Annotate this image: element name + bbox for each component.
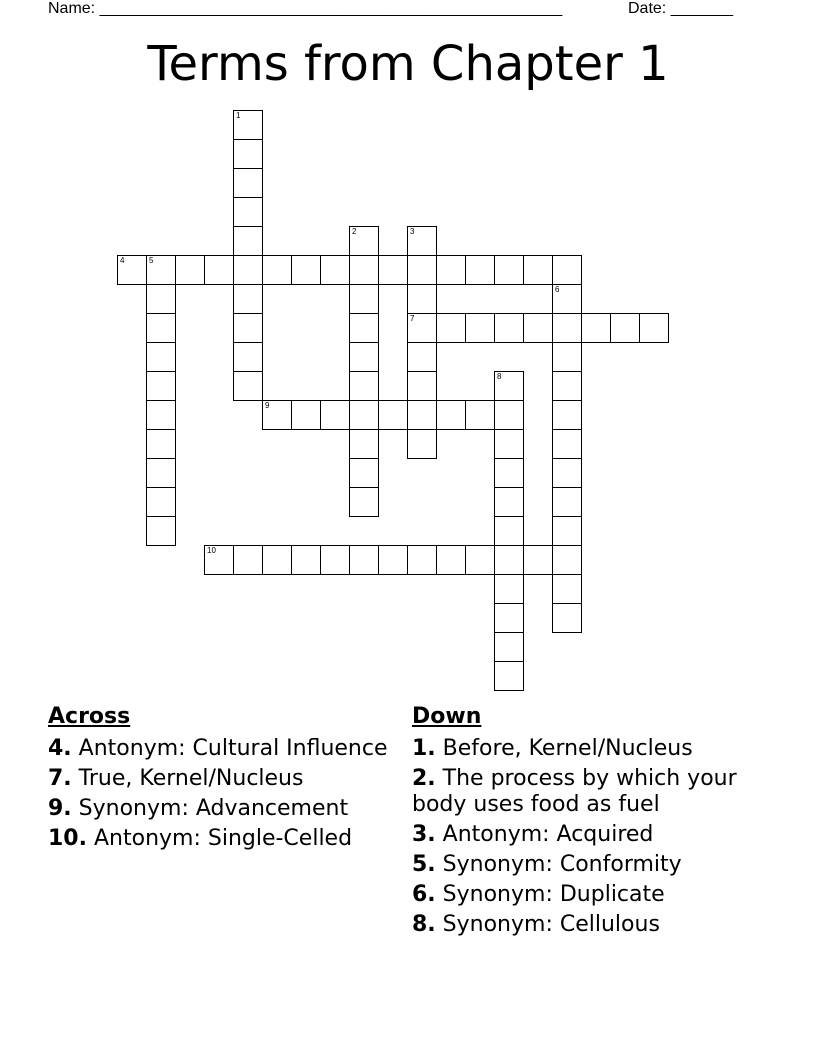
crossword-cell[interactable] [552,371,582,401]
crossword-cell[interactable] [204,545,234,575]
crossword-cell[interactable] [262,400,292,430]
crossword-cell[interactable] [320,400,350,430]
across-clue-7 [48,766,398,792]
down-clue-3 [412,822,772,848]
crossword-cell[interactable] [349,400,379,430]
clue-number: 8. [412,912,436,937]
crossword-cell[interactable] [320,255,350,285]
crossword-cell[interactable] [349,545,379,575]
crossword-cell[interactable] [291,545,321,575]
crossword-cell[interactable] [233,168,263,198]
cell-number: 5 [149,256,154,265]
crossword-cell[interactable] [552,545,582,575]
crossword-cell[interactable] [146,429,176,459]
crossword-cell[interactable] [146,400,176,430]
crossword-cell[interactable] [552,284,582,314]
crossword-cell[interactable] [407,545,437,575]
crossword-cell[interactable] [146,371,176,401]
crossword-cell[interactable] [494,603,524,633]
crossword-cell[interactable] [523,313,553,343]
clue-text: The process by which your body uses food as fuel [412,766,737,817]
clue-text: Synonym: Advancement [78,796,349,821]
crossword-cell[interactable] [233,371,263,401]
clue-text: Antonym: Acquired [442,822,654,847]
crossword-cell[interactable] [349,342,379,372]
crossword-cell[interactable] [378,400,408,430]
crossword-cell[interactable] [465,313,495,343]
crossword-cell[interactable] [494,545,524,575]
crossword-cell[interactable] [175,255,205,285]
crossword-cell[interactable] [552,574,582,604]
crossword-cell[interactable] [320,545,350,575]
crossword-cell[interactable] [204,255,234,285]
crossword-cell[interactable] [494,458,524,488]
crossword-cell[interactable] [407,226,437,256]
clue-number: 6. [412,882,436,907]
across-clue-10 [48,826,398,852]
cell-number: 2 [352,227,357,236]
crossword-cell[interactable] [349,429,379,459]
cell-number: 8 [497,372,502,381]
down-heading: Down [412,704,482,729]
down-clue-8 [412,912,772,938]
cell-number: 4 [120,256,125,265]
crossword-cell[interactable] [523,255,553,285]
crossword-cell[interactable] [349,458,379,488]
across-clue-4 [48,736,398,762]
clue-text: True, Kernel/Nucleus [78,766,304,791]
crossword-cell[interactable] [552,342,582,372]
clue-number: 3. [412,822,436,847]
cell-number: 1 [236,111,241,120]
crossword-cell[interactable] [494,255,524,285]
crossword-cell[interactable] [436,545,466,575]
crossword-cell[interactable] [465,545,495,575]
crossword-cell[interactable] [233,255,263,285]
clue-text: Before, Kernel/Nucleus [442,736,693,761]
clue-text: Antonym: Cultural Influence [78,736,388,761]
crossword-cell[interactable] [610,313,640,343]
crossword-cell[interactable] [349,371,379,401]
crossword-cell[interactable] [233,197,263,227]
clue-text: Synonym: Duplicate [442,882,665,907]
down-clue-5 [412,852,772,878]
clue-number: 4. [48,736,72,761]
across-heading: Across [48,704,131,729]
crossword-cell[interactable] [233,545,263,575]
crossword-cell[interactable] [494,661,524,691]
crossword-cell[interactable] [146,313,176,343]
crossword-cell[interactable] [349,313,379,343]
crossword-cell[interactable] [378,255,408,285]
clue-text: Synonym: Conformity [442,852,682,877]
crossword-cell[interactable] [436,400,466,430]
crossword-cell[interactable] [407,255,437,285]
crossword-cell[interactable] [581,313,611,343]
crossword-cell[interactable] [552,255,582,285]
crossword-cell[interactable] [349,226,379,256]
crossword-cell[interactable] [117,255,147,285]
crossword-cell[interactable] [146,342,176,372]
crossword-cell[interactable] [146,284,176,314]
page-title: Terms from Chapter 1 [147,36,669,92]
clue-number: 7. [48,766,72,791]
crossword-cell[interactable] [465,255,495,285]
crossword-cell[interactable] [494,632,524,662]
crossword-cell[interactable] [146,487,176,517]
across-clues [48,704,398,856]
crossword-cell[interactable] [233,342,263,372]
crossword-cell[interactable] [233,313,263,343]
crossword-cell[interactable] [291,400,321,430]
crossword-cell[interactable] [349,487,379,517]
crossword-cell[interactable] [233,226,263,256]
crossword-cell[interactable] [494,429,524,459]
crossword-cell[interactable] [494,371,524,401]
crossword-cell[interactable] [552,400,582,430]
crossword-cell[interactable] [552,516,582,546]
crossword-cell[interactable] [349,255,379,285]
crossword-cell[interactable] [552,313,582,343]
name-field[interactable]: Name: ____________________________________________________ [48,0,563,17]
crossword-cell[interactable] [146,516,176,546]
crossword-cell[interactable] [639,313,669,343]
clue-number: 9. [48,796,72,821]
clue-text: Antonym: Single-Celled [93,826,353,851]
down-clue-6 [412,882,772,908]
crossword-cell[interactable] [494,400,524,430]
cell-number: 10 [207,546,216,555]
crossword-cell[interactable] [407,400,437,430]
crossword-cell[interactable] [436,255,466,285]
down-clue-2 [412,766,772,818]
crossword-cell[interactable] [552,458,582,488]
crossword-cell[interactable] [407,313,437,343]
crossword-cell[interactable] [407,429,437,459]
date-field[interactable]: Date: _______ [628,0,733,17]
clue-number: 5. [412,852,436,877]
crossword-cell[interactable] [523,545,553,575]
crossword-cell[interactable] [233,139,263,169]
crossword-cell[interactable] [407,284,437,314]
crossword-cell[interactable] [465,400,495,430]
clue-text: Synonym: Cellulous [442,912,660,937]
crossword-cell[interactable] [407,371,437,401]
cell-number: 6 [555,285,560,294]
down-clues [412,704,772,942]
crossword-cell[interactable] [233,110,263,140]
crossword-cell[interactable] [146,255,176,285]
crossword-cell[interactable] [494,487,524,517]
across-clue-9 [48,796,398,822]
clue-number: 1. [412,736,436,761]
clue-number: 2. [412,766,436,791]
crossword-cell[interactable] [262,545,292,575]
crossword-cell[interactable] [494,516,524,546]
crossword-cell[interactable] [494,574,524,604]
crossword-cell[interactable] [262,255,292,285]
crossword-cell[interactable] [436,313,466,343]
crossword-cell[interactable] [552,429,582,459]
crossword-cell[interactable] [552,487,582,517]
crossword-cell[interactable] [378,545,408,575]
crossword-cell[interactable] [494,313,524,343]
down-clue-1 [412,736,772,762]
crossword-cell[interactable] [407,342,437,372]
crossword-cell[interactable] [291,255,321,285]
cell-number: 7 [410,314,415,323]
cell-number: 9 [265,401,270,410]
crossword-cell[interactable] [233,284,263,314]
crossword-cell[interactable] [552,603,582,633]
cell-number: 3 [410,227,415,236]
clue-number: 10. [48,826,87,851]
crossword-cell[interactable] [146,458,176,488]
crossword-cell[interactable] [349,284,379,314]
